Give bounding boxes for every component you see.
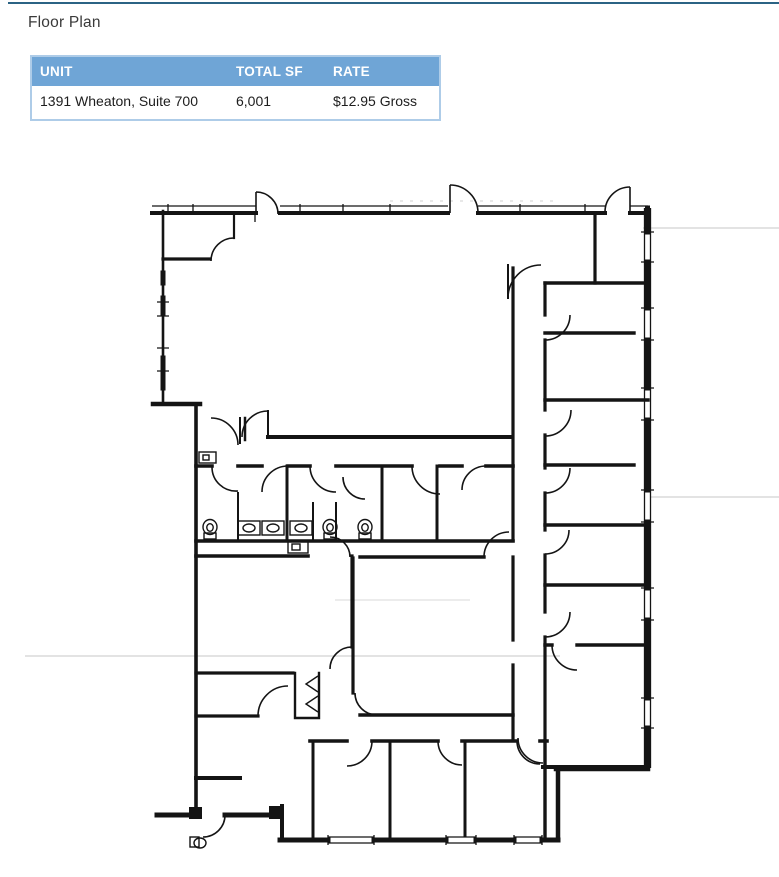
- closet-bifold-doors: [295, 673, 319, 718]
- total-sf-cell: 6,001: [236, 93, 272, 109]
- sink-icon: [290, 521, 312, 535]
- sink-icon: [262, 521, 284, 535]
- column-header-rate: RATE: [333, 64, 370, 79]
- column-header-total-sf: TOTAL SF: [236, 64, 303, 79]
- unit-cell: 1391 Wheaton, Suite 700: [40, 93, 199, 109]
- rate-cell: $12.95 Gross: [333, 93, 418, 109]
- toilet-icon: [323, 520, 337, 540]
- toilet-icon: [203, 520, 217, 540]
- interior-walls: [163, 213, 648, 836]
- fixture-icons: [190, 452, 308, 848]
- scan-artifacts: [25, 201, 779, 656]
- page-title: Floor Plan: [28, 14, 101, 31]
- sink-icon: [238, 521, 260, 535]
- toilet-icon: [358, 520, 372, 540]
- interior-door-arcs: [212, 265, 577, 766]
- exterior-door-arcs: [256, 185, 630, 214]
- column-header-unit: UNIT: [40, 64, 73, 79]
